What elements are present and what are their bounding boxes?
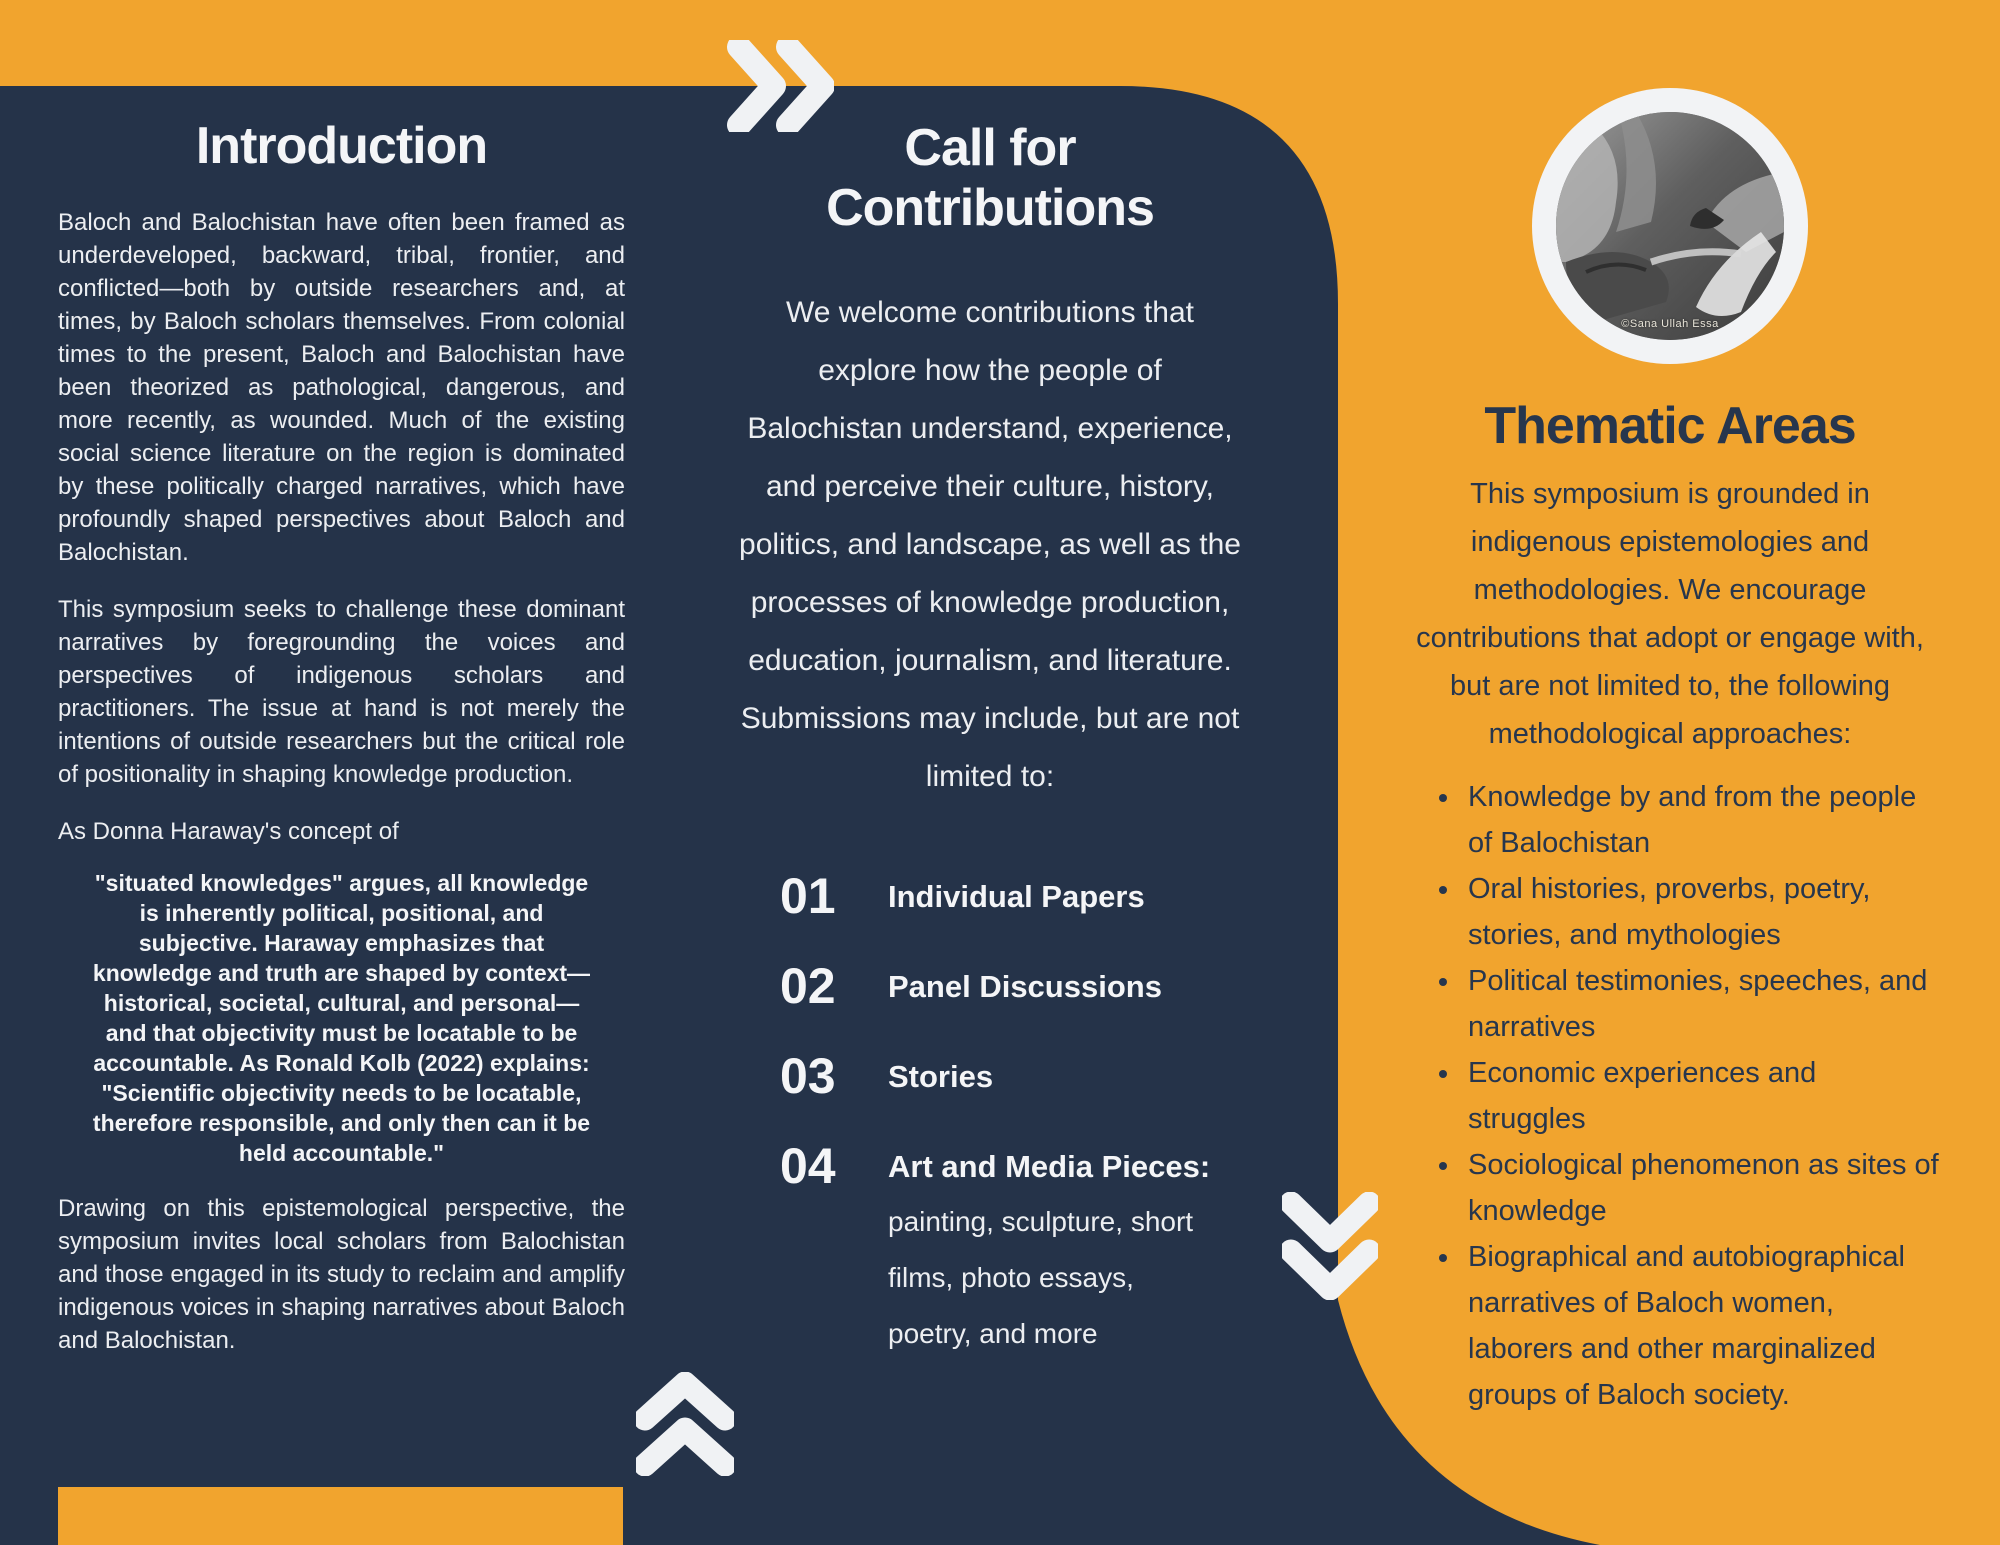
photo-illustration bbox=[1556, 112, 1784, 340]
list-item bbox=[710, 1138, 1270, 1362]
item-label: Individual Papers bbox=[888, 879, 1145, 914]
quote-intro: As Donna Haraway's concept of bbox=[58, 818, 399, 845]
haraway-quote: "situated knowledges" argues, all knowledge is inherently political, positional, and subjective. Haraway emphasizes that knowledge and truth are shaped by context—historical, societal, cultural, and personal—and that objectivity must be locatable to be accountable. As Ronald Kolb (2022) explains: "Scientific objectivity needs to be locatable, therefore responsible, and only then can it be held accountable." bbox=[92, 870, 591, 1166]
accent-bar bbox=[58, 1487, 623, 1545]
list-item: • Sociological phenomenon as sites of knowledge bbox=[1462, 1142, 1940, 1234]
middle-panel bbox=[710, 118, 1270, 1396]
list-item: • Oral histories, proverbs, poetry, stories, and mythologies bbox=[1462, 866, 1940, 958]
list-item: • Political testimonies, speeches, and narratives bbox=[1462, 958, 1940, 1050]
photo-credit: ©Sana Ullah Essa bbox=[1621, 318, 1719, 330]
photo-ring bbox=[1532, 88, 1808, 364]
double-chevron-down-icon bbox=[1282, 1192, 1378, 1300]
introduction-paragraph-3: Drawing on this epistemological perspective, the symposium invites local scholars from Balochistan and those engaged in its study to reclaim and amplify indigenous voices in shaping narratives about Baloch and Balochistan. bbox=[58, 1195, 625, 1354]
thematic-areas-intro: This symposium is grounded in indigenous epistemologies and methodologies. We encourage contributions that adopt or engage with, but are not limited to, the following methodological approaches: bbox=[1416, 478, 1924, 750]
item-detail: painting, sculpture, short films, photo essays, poetry, and more bbox=[888, 1206, 1194, 1349]
list-item bbox=[710, 868, 1270, 924]
item-number: 02 bbox=[780, 958, 836, 1014]
list-item: • Economic experiences and struggles bbox=[1462, 1050, 1940, 1142]
list-item: • Knowledge by and from the people of Balochistan bbox=[1462, 774, 1940, 866]
contribution-types-list bbox=[710, 868, 1270, 1362]
item-label: Stories bbox=[888, 1059, 994, 1094]
item-number: 04 bbox=[780, 1138, 836, 1194]
introduction-paragraph-2: This symposium seeks to challenge these dominant narratives by foregrounding the voices and perspectives of indigenous scholars and practitioners. The issue at hand is not merely the intentions of outside researchers but the critical role of positionality in shaping knowledge production. bbox=[58, 596, 625, 788]
list-item bbox=[710, 1048, 1270, 1104]
right-panel bbox=[1400, 88, 1940, 1418]
item-label: Art and Media Pieces: bbox=[888, 1149, 1211, 1184]
thematic-areas-heading: Thematic Areas bbox=[1484, 397, 1856, 455]
call-for-contributions-intro: We welcome contributions that explore how the people of Balochistan understand, experience, and perceive their culture, history, politics, and landscape, as well as the processes of knowledge production, education, journalism, and literature. Submissions may include, but are not limited to: bbox=[739, 296, 1241, 793]
item-number: 01 bbox=[780, 868, 836, 924]
left-panel bbox=[58, 116, 625, 1357]
thematic-photo bbox=[1556, 112, 1784, 340]
call-for-contributions-heading: Call for Contributions bbox=[826, 119, 1154, 237]
introduction-paragraph-1: Baloch and Balochistan have often been framed as underdeveloped, backward, tribal, frontier, and conflicted—both by outside researchers and, at times, by Baloch scholars themselves. From colonial times to the present, Baloch and Balochistan have been theorized as pathological, dangerous, and more recently, as wounded. Much of the existing social science literature on the region is dominated by these politically charged narratives, which have profoundly shaped perspectives about Baloch and Balochistan. bbox=[58, 209, 625, 566]
introduction-heading: Introduction bbox=[195, 117, 488, 175]
thematic-areas-list bbox=[1400, 774, 1940, 1418]
item-label: Panel Discussions bbox=[888, 969, 1162, 1004]
list-item: • Biographical and autobiographical narratives of Baloch women, laborers and other marginalized groups of Baloch society. bbox=[1462, 1234, 1940, 1418]
item-number: 03 bbox=[780, 1048, 836, 1104]
list-item bbox=[710, 958, 1270, 1014]
